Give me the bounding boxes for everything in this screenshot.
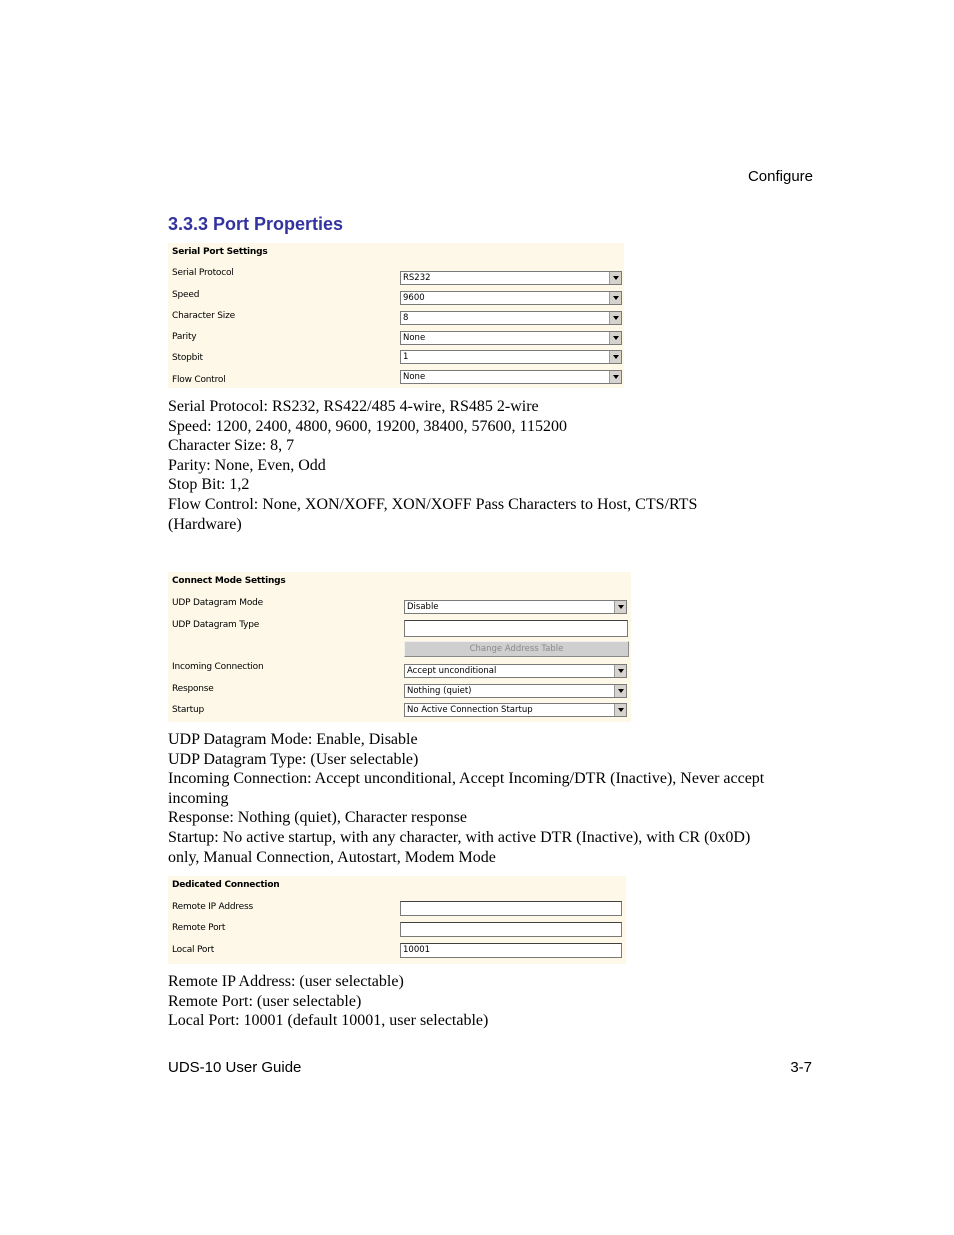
description-line: Parity: None, Even, Odd [168, 456, 326, 474]
chevron-down-icon[interactable] [614, 704, 626, 716]
response-select[interactable] [404, 684, 627, 698]
dedicated-connection-panel [168, 876, 626, 964]
speed-label: Speed [172, 290, 200, 300]
connect-mode-settings-panel [168, 572, 631, 722]
udp-datagram-type-label: UDP Datagram Type [172, 620, 260, 630]
stopbit-select[interactable] [400, 350, 622, 364]
startup-label: Startup [172, 705, 205, 715]
incoming-connection-label: Incoming Connection [172, 662, 264, 672]
description-line: UDP Datagram Mode: Enable, Disable [168, 731, 418, 748]
panel-title: Connect Mode Settings [172, 576, 286, 586]
chevron-down-icon[interactable] [609, 371, 621, 383]
chevron-down-icon[interactable] [609, 292, 621, 304]
parity-label: Parity [172, 332, 197, 342]
selected-value: Nothing (quiet) [407, 686, 472, 696]
description-line: Speed: 1200, 2400, 4800, 9600, 19200, 38400, 57600, 115200 [168, 417, 567, 435]
speed-select[interactable] [400, 291, 622, 305]
udp-datagram-mode-label: UDP Datagram Mode [172, 598, 263, 608]
description-line: Local Port: 10001 (default 10001, user selectable) [168, 1012, 489, 1030]
local-port-input[interactable]: 10001 [400, 943, 622, 958]
description-line: Startup: No active startup, with any character, with active DTR (Inactive), with CR (0x0D) [168, 828, 751, 846]
chevron-down-icon[interactable] [609, 312, 621, 324]
selected-value: RS232 [403, 273, 431, 283]
response-label: Response [172, 684, 214, 694]
description-line: Character Size: 8, 7 [168, 437, 295, 455]
selected-value: None [403, 372, 426, 382]
dedicated-settings-description [168, 972, 818, 1031]
chevron-down-icon[interactable] [614, 665, 626, 677]
description-line: (Hardware) [168, 515, 242, 533]
description-line: Incoming Connection: Accept unconditional, Accept Incoming/DTR (Inactive), Never accept [168, 770, 765, 788]
page-number: 3-7 [790, 1059, 812, 1076]
local-port-label: Local Port [172, 945, 215, 955]
description-line: Response: Nothing (quiet), Character response [168, 809, 468, 827]
footer-title: UDS-10 User Guide [168, 1059, 302, 1076]
incoming-connection-select[interactable] [404, 664, 627, 678]
panel-title: Serial Port Settings [172, 247, 268, 257]
description-line: UDP Datagram Type: (User selectable) [168, 750, 419, 768]
chevron-down-icon[interactable] [609, 332, 621, 344]
serial-settings-description [168, 397, 818, 534]
description-line: only, Manual Connection, Autostart, Modem Mode [168, 848, 496, 866]
flow-control-label: Flow Control [172, 375, 226, 385]
chevron-down-icon[interactable] [614, 601, 626, 613]
stopbit-label: Stopbit [172, 353, 203, 363]
change-address-table-button[interactable]: Change Address Table [404, 641, 629, 657]
selected-value: No Active Connection Startup [407, 705, 533, 715]
description-line: incoming [168, 789, 229, 807]
flow-control-select[interactable] [400, 370, 622, 384]
serial-protocol-label: Serial Protocol [172, 268, 234, 278]
selected-value: 9600 [403, 293, 425, 303]
description-line: Remote Port: (user selectable) [168, 992, 362, 1010]
serial-protocol-select[interactable] [400, 271, 622, 285]
character-size-select[interactable] [400, 311, 622, 325]
panel-title: Dedicated Connection [172, 880, 280, 890]
section-title: 3.3.3 Port Properties [168, 214, 344, 234]
selected-value: Disable [407, 602, 439, 612]
remote-ip-address-label: Remote IP Address [172, 902, 253, 912]
remote-ip-address-input[interactable] [400, 901, 622, 916]
running-head: Configure [747, 168, 813, 185]
chevron-down-icon[interactable] [609, 272, 621, 284]
character-size-label: Character Size [172, 311, 235, 321]
chevron-down-icon[interactable] [609, 351, 621, 363]
chevron-down-icon[interactable] [614, 685, 626, 697]
serial-port-settings-panel [168, 243, 624, 388]
description-line: Serial Protocol: RS232, RS422/485 4-wire, RS485 2-wire [168, 398, 539, 415]
description-line: Remote IP Address: (user selectable) [168, 973, 404, 990]
connect-settings-description [168, 730, 818, 867]
selected-value: Accept unconditional [407, 666, 497, 676]
udp-datagram-mode-select[interactable] [404, 600, 627, 614]
startup-select[interactable] [404, 703, 627, 717]
description-line: Stop Bit: 1,2 [168, 476, 250, 494]
selected-value: 8 [403, 313, 409, 323]
selected-value: None [403, 333, 426, 343]
description-line: Flow Control: None, XON/XOFF, XON/XOFF Pass Characters to Host, CTS/RTS [168, 495, 698, 513]
remote-port-label: Remote Port [172, 923, 226, 933]
remote-port-input[interactable] [400, 922, 622, 937]
parity-select[interactable] [400, 331, 622, 345]
udp-datagram-type-input[interactable] [404, 620, 628, 637]
selected-value: 1 [403, 352, 409, 362]
